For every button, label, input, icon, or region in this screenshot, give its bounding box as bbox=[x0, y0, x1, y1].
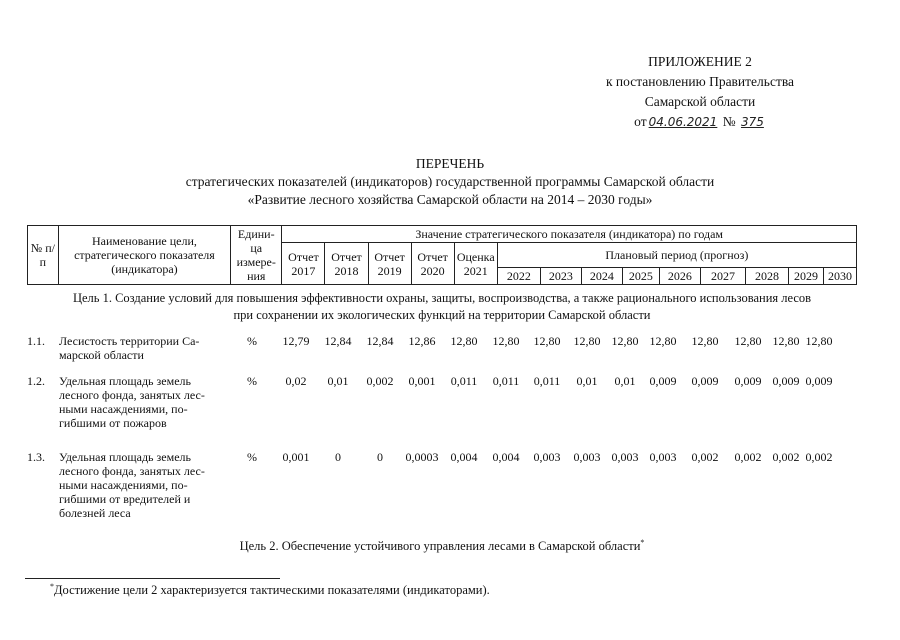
goal-1 bbox=[27, 290, 857, 324]
row-value: 0,02 bbox=[285, 374, 307, 388]
footnote-divider bbox=[25, 578, 280, 579]
header-year: 2026 bbox=[659, 268, 700, 285]
row-number: 1.3. bbox=[27, 450, 45, 464]
appendix-date-line bbox=[570, 112, 830, 132]
handwritten-number: 375 bbox=[740, 115, 764, 129]
row-number: 1.1. bbox=[27, 334, 45, 348]
row-value: 0,003 bbox=[649, 450, 677, 464]
row-value: 0,011 bbox=[450, 374, 478, 388]
row-value: 0,011 bbox=[492, 374, 520, 388]
header-year: 2023 bbox=[540, 268, 581, 285]
row-value: 12,80 bbox=[734, 334, 762, 348]
row-value: 0,002 bbox=[772, 450, 800, 464]
header-estimate: Оценка 2021 bbox=[454, 243, 497, 285]
goal-2 bbox=[27, 534, 857, 555]
row-value: 0,009 bbox=[772, 374, 800, 388]
row-unit: % bbox=[247, 334, 257, 348]
row-indicator-name: Удельная площадь земель лесного фонда, занятых лес-ными насаждениями, по-гибшими от вредителей и болезней леса bbox=[59, 450, 205, 520]
header-year: 2024 bbox=[581, 268, 622, 285]
row-unit: % bbox=[247, 450, 257, 464]
row-value: 0,001 bbox=[282, 450, 310, 464]
row-value: 0,004 bbox=[492, 450, 520, 464]
appendix-resolution: к постановлению Правительства bbox=[605, 74, 795, 89]
title-program: «Развитие лесного хозяйства Самарской области на 2014 – 2030 годы» bbox=[247, 192, 653, 207]
row-value: 0,002 bbox=[734, 450, 762, 464]
document-title bbox=[0, 155, 900, 209]
footnote-text: Достижение цели 2 характеризуется тактическими показателями (индикаторами). bbox=[54, 583, 490, 598]
footnote-mark: * bbox=[50, 582, 54, 591]
from-label: от bbox=[634, 114, 647, 129]
header-report: Отчет 2020 bbox=[411, 243, 454, 285]
row-value: 12,80 bbox=[533, 334, 561, 348]
header-value-group: Значение стратегического показателя (индикатора) по годам bbox=[282, 226, 857, 243]
row-value: 12,80 bbox=[805, 334, 833, 348]
row-value: 0,009 bbox=[805, 374, 833, 388]
header-year: 2022 bbox=[497, 268, 540, 285]
row-value: 12,84 bbox=[324, 334, 352, 348]
row-value: 0 bbox=[377, 450, 383, 464]
row-value: 0,003 bbox=[573, 450, 601, 464]
row-value: 12,80 bbox=[649, 334, 677, 348]
indicator-table-header bbox=[27, 225, 857, 285]
header-report: Отчет 2017 bbox=[282, 243, 325, 285]
goal-1-line1: Цель 1. Создание условий для повышения эффективности охраны, защиты, воспроизводства, а также рационального использования лесов bbox=[72, 291, 812, 305]
row-value: 0,004 bbox=[450, 450, 478, 464]
header-forecast-group: Плановый период (прогноз) bbox=[497, 243, 856, 268]
row-value: 12,80 bbox=[573, 334, 601, 348]
appendix-block bbox=[570, 52, 830, 132]
row-value: 12,80 bbox=[691, 334, 719, 348]
row-value: 0,009 bbox=[734, 374, 762, 388]
header-year: 2030 bbox=[823, 268, 856, 285]
row-value: 0,003 bbox=[533, 450, 561, 464]
goal-2-footnote-mark: * bbox=[640, 538, 645, 547]
row-value: 0,01 bbox=[576, 374, 598, 388]
header-year: 2028 bbox=[746, 268, 789, 285]
header-year: 2025 bbox=[622, 268, 659, 285]
header-year: 2027 bbox=[700, 268, 745, 285]
row-value: 0,009 bbox=[691, 374, 719, 388]
row-value: 0,01 bbox=[614, 374, 636, 388]
row-value: 0,011 bbox=[533, 374, 561, 388]
row-value: 12,84 bbox=[366, 334, 394, 348]
indicator-row bbox=[27, 450, 857, 520]
row-indicator-name: Удельная площадь земель лесного фонда, занятых лес-ными насаждениями, по-гибшими от пожаров bbox=[59, 374, 205, 430]
indicator-row bbox=[27, 334, 857, 362]
header-report: Отчет 2018 bbox=[325, 243, 368, 285]
header-report: Отчет 2019 bbox=[368, 243, 411, 285]
row-indicator-name: Лесистость территории Са-марской области bbox=[59, 334, 200, 362]
number-label: № bbox=[722, 114, 736, 129]
row-value: 0,002 bbox=[805, 450, 833, 464]
footnote bbox=[50, 582, 490, 598]
row-value: 0,003 bbox=[611, 450, 639, 464]
goal-1-line2: при сохранении их экологических функций на территории Самарской области bbox=[233, 308, 651, 322]
row-number: 1.2. bbox=[27, 374, 45, 388]
row-value: 12,80 bbox=[611, 334, 639, 348]
goal-2-text: Цель 2. Обеспечение устойчивого управления лесами в Самарской области bbox=[239, 539, 641, 554]
row-value: 0,009 bbox=[649, 374, 677, 388]
row-value: 0,002 bbox=[366, 374, 394, 388]
row-value: 0 bbox=[335, 450, 341, 464]
row-value: 12,80 bbox=[492, 334, 520, 348]
row-value: 0,002 bbox=[691, 450, 719, 464]
header-name: Наименование цели, стратегического показателя (индикатора) bbox=[58, 226, 230, 285]
title-subtitle: стратегических показателей (индикаторов) государственной программы Самарской области bbox=[185, 174, 715, 189]
header-year: 2029 bbox=[789, 268, 824, 285]
title-heading: ПЕРЕЧЕНЬ bbox=[415, 156, 485, 171]
appendix-title: ПРИЛОЖЕНИЕ 2 bbox=[648, 54, 752, 69]
row-value: 12,80 bbox=[772, 334, 800, 348]
header-unit: Едини-ца измере-ния bbox=[231, 226, 282, 285]
header-num: № п/п bbox=[28, 226, 59, 285]
row-value: 12,79 bbox=[282, 334, 310, 348]
indicator-row bbox=[27, 374, 857, 430]
row-value: 0,001 bbox=[408, 374, 436, 388]
row-unit: % bbox=[247, 374, 257, 388]
row-value: 0,0003 bbox=[405, 450, 439, 464]
row-value: 12,80 bbox=[450, 334, 478, 348]
row-value: 0,01 bbox=[327, 374, 349, 388]
appendix-region: Самарской области bbox=[644, 94, 756, 109]
row-value: 12,86 bbox=[408, 334, 436, 348]
handwritten-date: 04.06.2021 bbox=[648, 115, 718, 129]
